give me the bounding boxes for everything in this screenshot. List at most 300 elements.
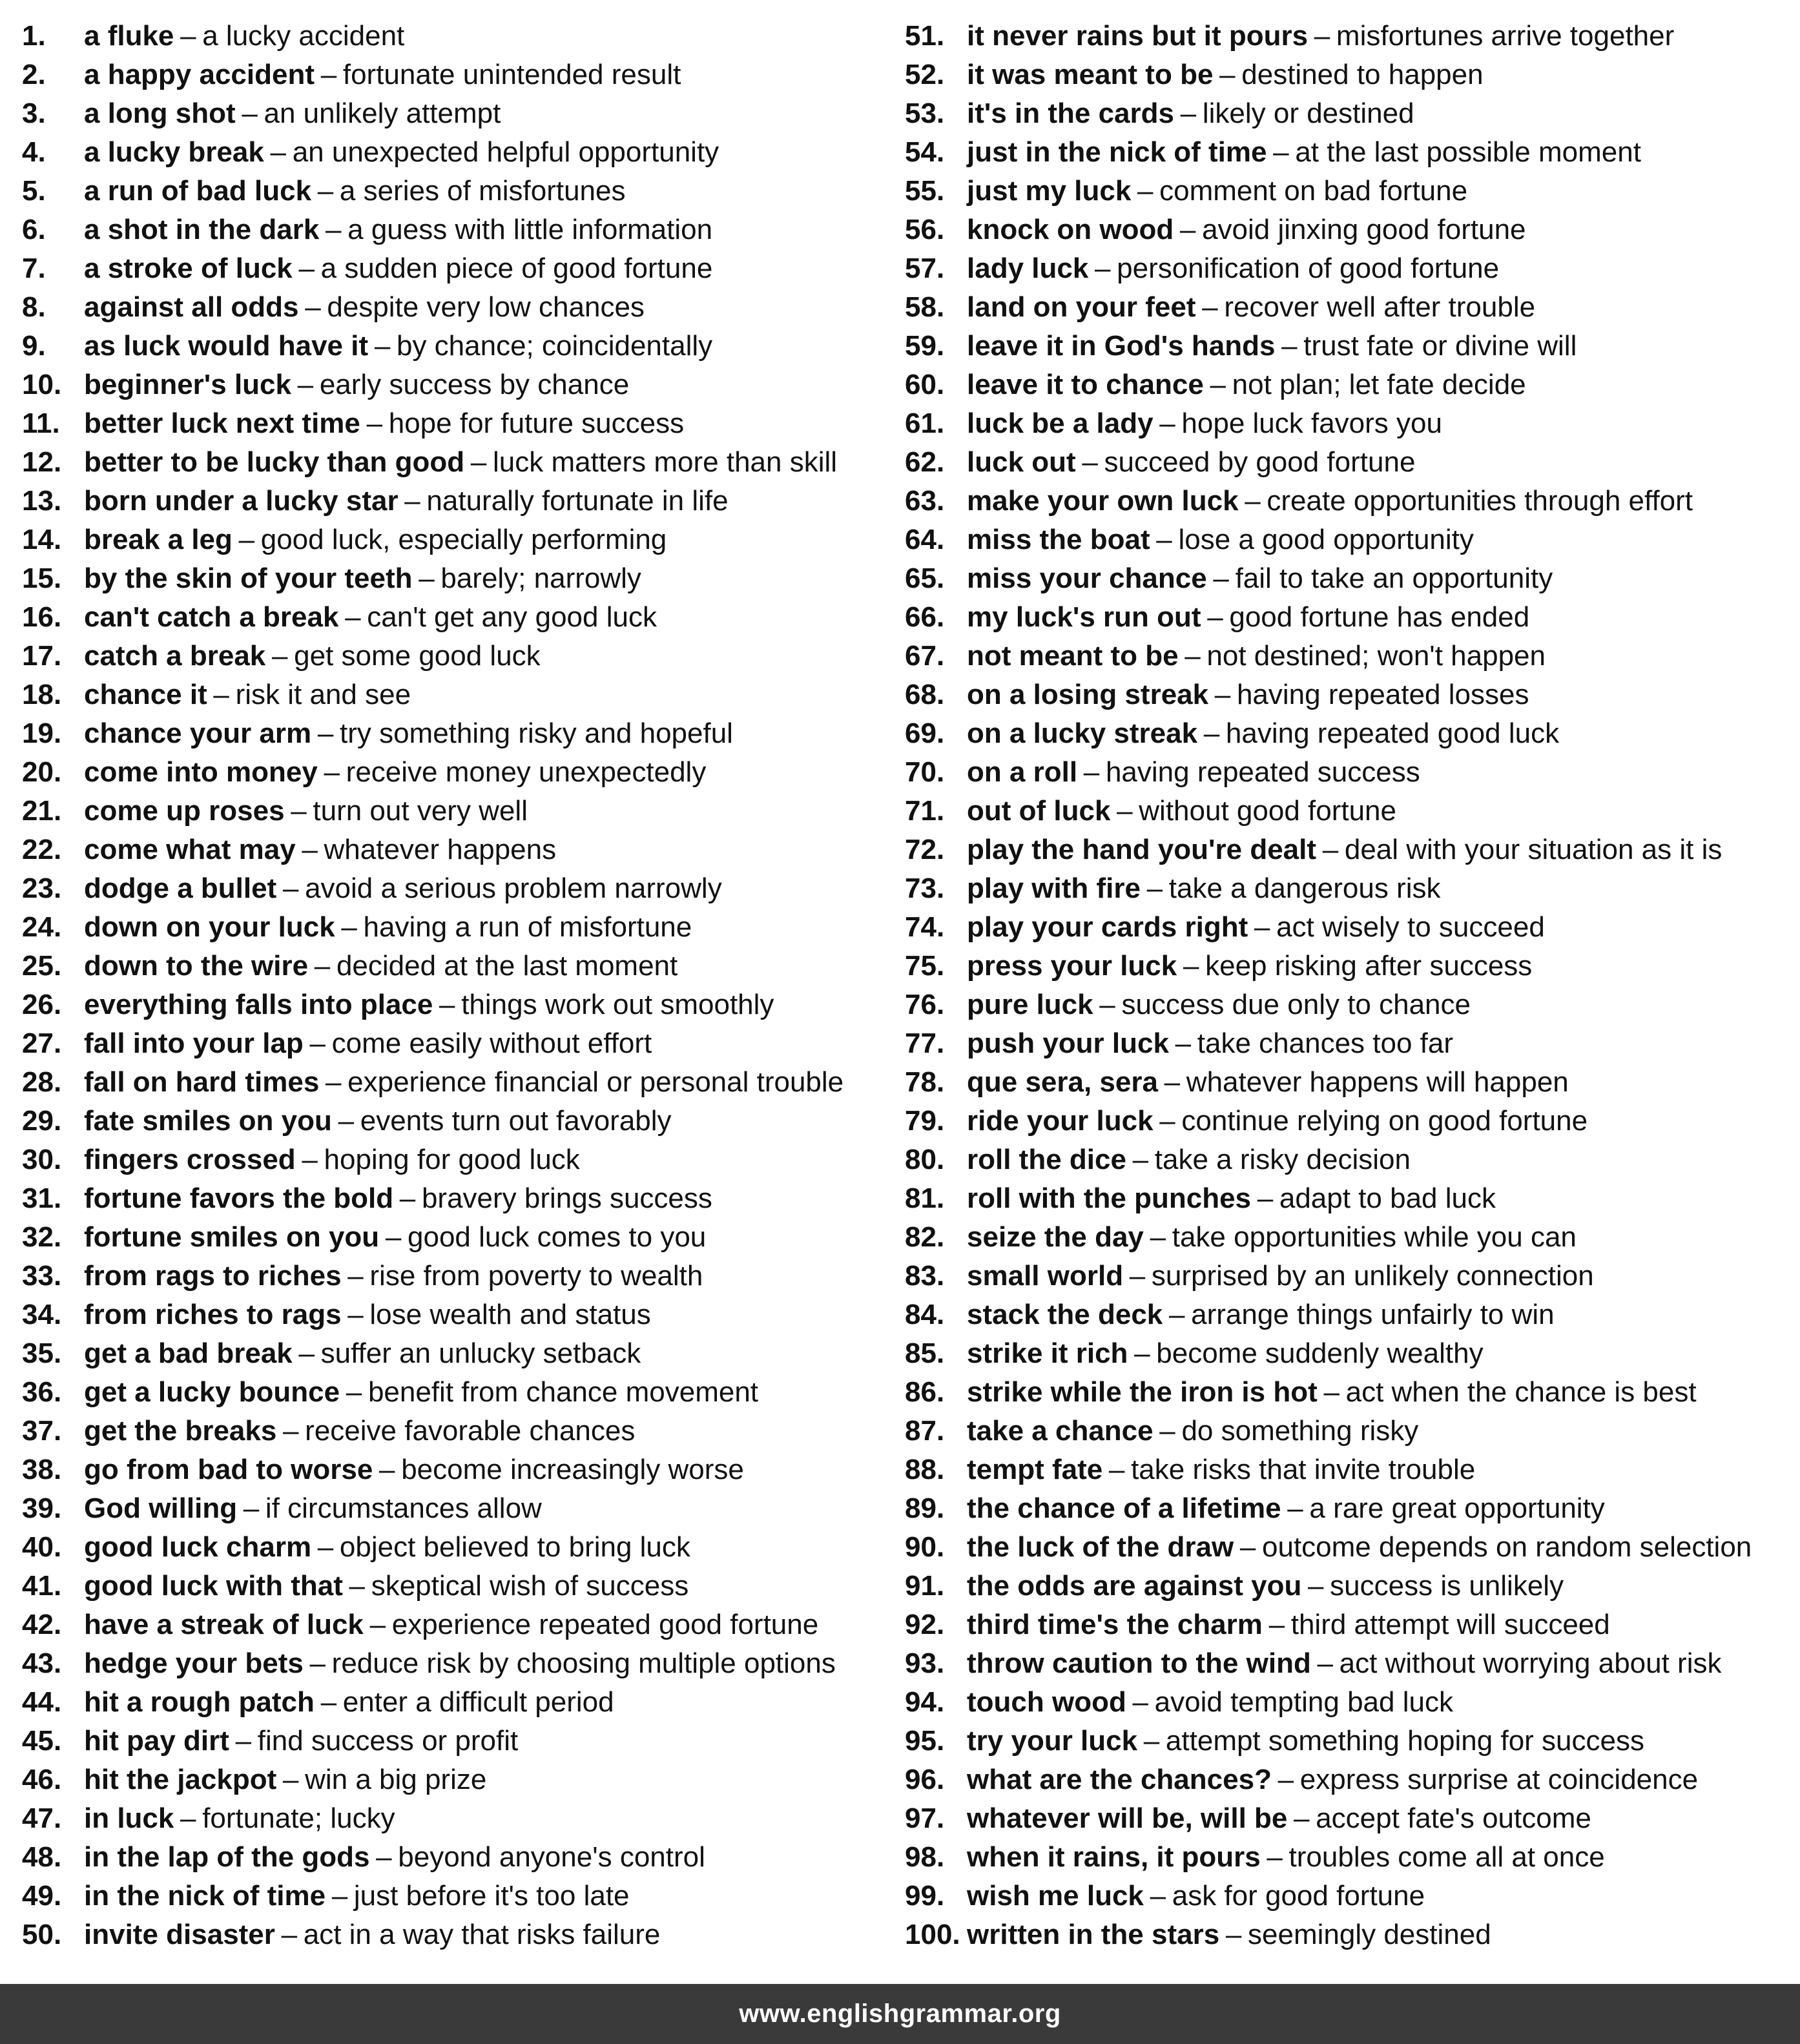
dash-separator: – <box>1180 98 1197 129</box>
idiom-phrase: a long shot <box>84 98 236 129</box>
idiom-phrase: when it rains, it pours <box>967 1841 1261 1873</box>
entry-number: 15. <box>22 563 62 594</box>
idiom-meaning: take risks that invite trouble <box>1131 1454 1476 1485</box>
idiom-meaning: experience financial or personal trouble <box>347 1066 844 1098</box>
idiom-meaning: object believed to bring luck <box>339 1531 690 1563</box>
entry-text <box>84 1179 712 1218</box>
idiom-meaning: third attempt will succeed <box>1290 1609 1610 1640</box>
idiom-entry <box>22 94 887 133</box>
idiom-entry <box>905 1179 1790 1218</box>
dash-separator: – <box>376 1841 392 1873</box>
entry-text <box>84 947 678 986</box>
idiom-entry <box>905 133 1790 172</box>
entry-number: 84. <box>905 1299 945 1330</box>
dash-separator: – <box>1108 1454 1125 1485</box>
idiom-meaning: risk it and see <box>235 679 411 710</box>
entry-number: 38. <box>22 1454 62 1485</box>
dash-separator: – <box>1132 1144 1149 1175</box>
entry-text <box>967 1257 1594 1296</box>
idiom-phrase: throw caution to the wind <box>967 1647 1311 1679</box>
dash-separator: – <box>1219 59 1236 90</box>
idiom-meaning: a guess with little information <box>347 214 713 245</box>
entry-number: 61. <box>905 408 945 439</box>
entry-number: 3. <box>22 98 46 129</box>
idiom-meaning: reduce risk by choosing multiple options <box>331 1647 836 1679</box>
entry-text <box>967 1489 1605 1528</box>
entry-text <box>84 1877 630 1915</box>
idiom-entry <box>22 1412 887 1450</box>
idiom-entry <box>22 598 887 637</box>
idiom-phrase: by the skin of your teeth <box>84 563 413 594</box>
idiom-meaning: a sudden piece of good fortune <box>320 253 713 284</box>
idiom-entry <box>905 1644 1790 1683</box>
idiom-meaning: turn out very well <box>313 795 528 827</box>
idiom-phrase: play with fire <box>967 872 1141 904</box>
dash-separator: – <box>242 98 258 129</box>
dash-separator: – <box>317 175 334 207</box>
idiom-entry <box>22 443 887 482</box>
idiom-phrase: good luck with that <box>84 1570 343 1602</box>
idiom-phrase: tempt fate <box>967 1454 1103 1485</box>
idiom-phrase: stack the deck <box>967 1299 1163 1330</box>
entry-number: 77. <box>905 1027 945 1059</box>
idiom-meaning: arrange things unfairly to win <box>1191 1299 1555 1330</box>
idiom-meaning: come easily without effort <box>331 1027 652 1059</box>
entry-text <box>84 17 404 56</box>
entry-number: 79. <box>905 1105 945 1137</box>
idiom-entry <box>905 947 1790 986</box>
idiom-meaning: a series of misfortunes <box>339 175 626 207</box>
entry-number: 55. <box>905 175 945 207</box>
idiom-meaning: create opportunities through effort <box>1267 485 1693 517</box>
idiom-meaning: deal with your situation as it is <box>1344 834 1722 865</box>
entry-number: 92. <box>905 1609 945 1640</box>
idiom-meaning: skeptical wish of success <box>371 1570 689 1602</box>
idiom-entry <box>22 1063 887 1102</box>
entry-number: 48. <box>22 1841 62 1873</box>
entry-text <box>84 288 645 327</box>
entry-number: 75. <box>905 950 945 982</box>
idiom-meaning: trust fate or divine will <box>1303 330 1577 362</box>
idiom-phrase: roll the dice <box>967 1144 1126 1175</box>
idiom-entry <box>905 366 1790 404</box>
idiom-meaning: act when the chance is best <box>1345 1376 1697 1408</box>
dash-separator: – <box>1287 1492 1303 1524</box>
idiom-entry <box>905 637 1790 676</box>
dash-separator: – <box>317 1531 334 1563</box>
entry-number: 71. <box>905 795 945 827</box>
idiom-phrase: it's in the cards <box>967 98 1174 129</box>
idiom-phrase: luck out <box>967 446 1076 478</box>
idiom-phrase: get a lucky bounce <box>84 1376 340 1408</box>
entry-number: 43. <box>22 1647 62 1679</box>
entry-text <box>967 1605 1610 1644</box>
entry-number: 4. <box>22 136 46 168</box>
entry-number: 100. <box>905 1919 960 1950</box>
dash-separator: – <box>439 989 455 1020</box>
idiom-entry <box>905 1915 1790 1954</box>
entry-number: 57. <box>905 253 945 284</box>
entry-number: 80. <box>905 1144 945 1175</box>
entry-text <box>967 792 1396 831</box>
entry-text <box>84 1567 688 1605</box>
idiom-meaning: try something risky and hopeful <box>339 717 733 749</box>
idiom-meaning: take opportunities while you can <box>1172 1221 1577 1253</box>
idiom-phrase: chance it <box>84 679 207 710</box>
dash-separator: – <box>1083 756 1100 788</box>
idiom-entry <box>22 637 887 676</box>
dash-separator: – <box>1150 1221 1166 1253</box>
idiom-meaning: act wisely to succeed <box>1276 911 1545 943</box>
idiom-phrase: invite disaster <box>84 1919 275 1950</box>
idiom-phrase: as luck would have it <box>84 330 369 362</box>
entry-text <box>84 404 684 443</box>
entry-text <box>967 404 1442 443</box>
idiom-phrase: play the hand you're dealt <box>967 834 1317 865</box>
idiom-phrase: the odds are against you <box>967 1570 1302 1602</box>
idiom-phrase: the luck of the draw <box>967 1531 1234 1563</box>
entry-text <box>84 1644 836 1683</box>
idiom-meaning: comment on bad fortune <box>1159 175 1468 207</box>
dash-separator: – <box>1159 1105 1175 1137</box>
idiom-meaning: events turn out favorably <box>360 1105 672 1137</box>
idiom-meaning: seemingly destined <box>1248 1919 1491 1950</box>
idiom-meaning: decided at the last moment <box>336 950 678 982</box>
idiom-phrase: my luck's run out <box>967 601 1201 633</box>
entry-number: 24. <box>22 911 62 943</box>
idiom-phrase: knock on wood <box>967 214 1174 245</box>
entry-text <box>84 1296 651 1334</box>
entry-number: 22. <box>22 834 62 865</box>
entry-number: 93. <box>905 1647 945 1679</box>
idiom-phrase: fall into your lap <box>84 1027 304 1059</box>
entry-number: 49. <box>22 1880 62 1912</box>
entry-number: 68. <box>905 679 945 710</box>
idiom-entry <box>905 1334 1790 1373</box>
idiom-entry <box>22 1450 887 1489</box>
entry-number: 2. <box>22 59 46 90</box>
entry-number: 35. <box>22 1337 62 1369</box>
dash-separator: – <box>281 1919 298 1950</box>
idiom-phrase: hit the jackpot <box>84 1764 277 1795</box>
dash-separator: – <box>1183 950 1199 982</box>
dash-separator: – <box>243 1492 260 1524</box>
dash-separator: – <box>1159 408 1175 439</box>
entry-text <box>967 1450 1475 1489</box>
idiom-phrase: push your luck <box>967 1027 1169 1059</box>
idiom-phrase: miss the boat <box>967 524 1150 555</box>
idiom-entry <box>22 133 887 172</box>
idiom-entry <box>905 1567 1790 1605</box>
idiom-meaning: good fortune has ended <box>1229 601 1530 633</box>
dash-separator: – <box>374 330 391 362</box>
entry-number: 1. <box>22 20 46 52</box>
idiom-phrase: fortune favors the bold <box>84 1182 394 1214</box>
entry-number: 28. <box>22 1066 62 1098</box>
idiom-phrase: wish me luck <box>967 1880 1144 1912</box>
idiom-entry <box>22 1218 887 1257</box>
idiom-meaning: luck matters more than skill <box>492 446 838 478</box>
idiom-meaning: having a run of misfortune <box>363 911 692 943</box>
entry-number: 18. <box>22 679 62 710</box>
entry-number: 36. <box>22 1376 62 1408</box>
dash-separator: – <box>1214 679 1231 710</box>
entry-text <box>967 94 1414 133</box>
idiom-phrase: have a streak of luck <box>84 1609 364 1640</box>
idiom-phrase: a run of bad luck <box>84 175 312 207</box>
idiom-phrase: roll with the punches <box>967 1182 1252 1214</box>
idiom-meaning: take a dangerous risk <box>1168 872 1441 904</box>
dash-separator: – <box>270 136 287 168</box>
idiom-meaning: likely or destined <box>1202 98 1414 129</box>
idiom-meaning: early success by chance <box>319 369 630 400</box>
entry-number: 63. <box>905 485 945 517</box>
dash-separator: – <box>1239 1531 1256 1563</box>
entry-text <box>967 1722 1644 1760</box>
dash-separator: – <box>331 1880 348 1912</box>
idiom-phrase: small world <box>967 1260 1124 1292</box>
entry-text <box>84 443 837 482</box>
dash-separator: – <box>1094 253 1111 284</box>
dash-separator: – <box>1082 446 1098 478</box>
idiom-meaning: personification of good fortune <box>1117 253 1500 284</box>
idiom-phrase: written in the stars <box>967 1919 1220 1950</box>
idiom-phrase: fate smiles on you <box>84 1105 332 1137</box>
entry-number: 96. <box>905 1764 945 1795</box>
idiom-entry <box>22 986 887 1024</box>
idiom-phrase: better to be lucky than good <box>84 446 465 478</box>
idiom-entry <box>905 521 1790 559</box>
idiom-entry <box>905 792 1790 831</box>
idiom-entry <box>905 1722 1790 1760</box>
entry-number: 39. <box>22 1492 62 1524</box>
idiom-entry <box>22 714 887 753</box>
entry-number: 17. <box>22 640 62 672</box>
idiom-entry <box>22 1528 887 1567</box>
idiom-entry <box>22 521 887 559</box>
entry-text <box>967 56 1484 94</box>
idiom-phrase: a happy accident <box>84 59 315 90</box>
idiom-meaning: can't get any good luck <box>367 601 657 633</box>
dash-separator: – <box>379 1454 395 1485</box>
entry-number: 70. <box>905 756 945 788</box>
idiom-meaning: act without worrying about risk <box>1339 1647 1722 1679</box>
idiom-phrase: que sera, sera <box>967 1066 1158 1098</box>
dash-separator: – <box>1134 1337 1150 1369</box>
dash-separator: – <box>1322 834 1339 865</box>
idiom-entry <box>905 676 1790 714</box>
entry-number: 62. <box>905 446 945 478</box>
entry-text <box>967 1644 1721 1683</box>
dash-separator: – <box>325 214 342 245</box>
dash-separator: – <box>180 20 196 52</box>
dash-separator: – <box>291 795 307 827</box>
entry-number: 83. <box>905 1260 945 1292</box>
idiom-entry <box>905 1412 1790 1450</box>
entry-text <box>84 172 626 211</box>
idiom-meaning: fortunate unintended result <box>342 59 681 90</box>
idiom-meaning: success due only to chance <box>1121 989 1471 1020</box>
idiom-phrase: hedge your bets <box>84 1647 304 1679</box>
idiom-phrase: chance your arm <box>84 717 312 749</box>
idiom-phrase: down to the wire <box>84 950 309 982</box>
idiom-meaning: rise from poverty to wealth <box>369 1260 703 1292</box>
dash-separator: – <box>297 369 314 400</box>
footer-url[interactable]: www.englishgrammar.org <box>739 1999 1061 2028</box>
entry-number: 82. <box>905 1221 945 1253</box>
dash-separator: – <box>1314 20 1330 52</box>
entry-number: 90. <box>905 1531 945 1563</box>
idiom-entry <box>905 1799 1790 1838</box>
idiom-meaning: find success or profit <box>257 1725 519 1757</box>
idiom-meaning: enter a difficult period <box>342 1686 614 1718</box>
dash-separator: – <box>314 950 331 982</box>
entry-text <box>84 753 706 792</box>
idiom-meaning: act in a way that risks failure <box>303 1919 661 1950</box>
idiom-phrase: a shot in the dark <box>84 214 320 245</box>
idiom-phrase: everything falls into place <box>84 989 433 1020</box>
entry-text <box>84 1373 758 1412</box>
idiom-entry <box>905 559 1790 598</box>
dash-separator: – <box>1254 911 1270 943</box>
entry-text <box>967 714 1559 753</box>
idiom-phrase: it never rains but it pours <box>967 20 1309 52</box>
entry-number: 19. <box>22 717 62 749</box>
idiom-meaning: good luck comes to you <box>408 1221 707 1253</box>
entry-number: 89. <box>905 1492 945 1524</box>
entry-number: 69. <box>905 717 945 749</box>
entry-number: 7. <box>22 253 46 284</box>
dash-separator: – <box>1156 524 1172 555</box>
dash-separator: – <box>1213 563 1229 594</box>
idiom-meaning: just before it's too late <box>353 1880 630 1912</box>
idiom-entry <box>905 869 1790 908</box>
entry-text <box>84 1683 614 1722</box>
dash-separator: – <box>305 291 321 323</box>
idiom-meaning: avoid jinxing good fortune <box>1202 214 1526 245</box>
idiom-entry <box>22 676 887 714</box>
idiom-entry <box>22 1296 887 1334</box>
idiom-meaning: not destined; won't happen <box>1206 640 1546 672</box>
idiom-entry <box>22 1838 887 1877</box>
dash-separator: – <box>385 1221 402 1253</box>
idiom-entry <box>905 404 1790 443</box>
dash-separator: – <box>1281 330 1298 362</box>
idiom-phrase: on a losing streak <box>967 679 1209 710</box>
entry-text <box>967 1412 1418 1450</box>
idiom-meaning: at the last possible moment <box>1295 136 1641 168</box>
idiom-entry <box>905 327 1790 366</box>
idiom-meaning: avoid a serious problem narrowly <box>305 872 722 904</box>
dash-separator: – <box>1245 485 1261 517</box>
idiom-phrase: in luck <box>84 1802 174 1834</box>
dash-separator: – <box>1150 1880 1166 1912</box>
entry-number: 6. <box>22 214 46 245</box>
entry-text <box>84 559 641 598</box>
idiom-entry <box>22 1567 887 1605</box>
entry-text <box>84 1024 652 1063</box>
entry-number: 91. <box>905 1570 945 1602</box>
idiom-meaning: express surprise at coincidence <box>1299 1764 1699 1795</box>
entry-text <box>967 947 1532 986</box>
dash-separator: – <box>324 756 340 788</box>
idiom-meaning: beyond anyone's control <box>398 1841 705 1873</box>
idiom-entry <box>905 94 1790 133</box>
dash-separator: – <box>1175 1027 1192 1059</box>
entry-number: 99. <box>905 1880 945 1912</box>
dash-separator: – <box>470 446 487 478</box>
idiom-phrase: come up roses <box>84 795 285 827</box>
entry-text <box>84 1799 395 1838</box>
idiom-entry <box>22 1141 887 1179</box>
idiom-entry <box>22 17 887 56</box>
entry-text <box>84 869 722 908</box>
idiom-entry <box>22 1489 887 1528</box>
idiom-phrase: go from bad to worse <box>84 1454 373 1485</box>
entry-number: 54. <box>905 136 945 168</box>
dash-separator: – <box>309 1027 326 1059</box>
dash-separator: – <box>302 1144 318 1175</box>
idiom-entry <box>905 1218 1790 1257</box>
idiom-phrase: dodge a bullet <box>84 872 277 904</box>
entry-number: 94. <box>905 1686 945 1718</box>
entry-text <box>84 714 733 753</box>
idiom-entry <box>22 1915 887 1954</box>
idiom-phrase: pure luck <box>967 989 1093 1020</box>
dash-separator: – <box>349 1570 366 1602</box>
idiom-phrase: in the lap of the gods <box>84 1841 370 1873</box>
entry-text <box>84 908 692 947</box>
dash-separator: – <box>419 563 435 594</box>
idiom-meaning: benefit from chance movement <box>367 1376 759 1408</box>
idiom-phrase: miss your chance <box>967 563 1207 594</box>
idiom-meaning: continue relying on good fortune <box>1181 1105 1588 1137</box>
idiom-column-left <box>22 17 887 1954</box>
entry-number: 33. <box>22 1260 62 1292</box>
idiom-entry <box>22 792 887 831</box>
dash-separator: – <box>271 640 288 672</box>
entry-number: 12. <box>22 446 62 478</box>
entry-number: 40. <box>22 1531 62 1563</box>
idiom-phrase: in the nick of time <box>84 1880 326 1912</box>
dash-separator: – <box>1207 601 1223 633</box>
idiom-entry <box>905 1683 1790 1722</box>
entry-text <box>967 17 1674 56</box>
entry-number: 9. <box>22 330 46 362</box>
dash-separator: – <box>1137 175 1153 207</box>
idiom-entry <box>905 1257 1790 1296</box>
idiom-phrase: a stroke of luck <box>84 253 293 284</box>
entry-number: 23. <box>22 872 62 904</box>
idiom-phrase: what are the chances? <box>967 1764 1272 1795</box>
entry-text <box>84 1528 690 1567</box>
entry-text <box>967 986 1471 1024</box>
entry-text <box>967 1141 1411 1179</box>
idiom-meaning: outcome depends on random selection <box>1262 1531 1752 1563</box>
entry-text <box>967 831 1722 869</box>
entry-number: 59. <box>905 330 945 362</box>
idiom-entry <box>905 1063 1790 1102</box>
idiom-meaning: bravery brings success <box>421 1182 712 1214</box>
dash-separator: – <box>1273 136 1289 168</box>
idiom-meaning: troubles come all at once <box>1288 1841 1605 1873</box>
idiom-meaning: having repeated losses <box>1236 679 1529 710</box>
idiom-meaning: win a big prize <box>305 1764 487 1795</box>
idiom-entry <box>22 211 887 249</box>
entry-text <box>84 1489 542 1528</box>
dash-separator: – <box>1099 989 1115 1020</box>
entry-number: 76. <box>905 989 945 1020</box>
